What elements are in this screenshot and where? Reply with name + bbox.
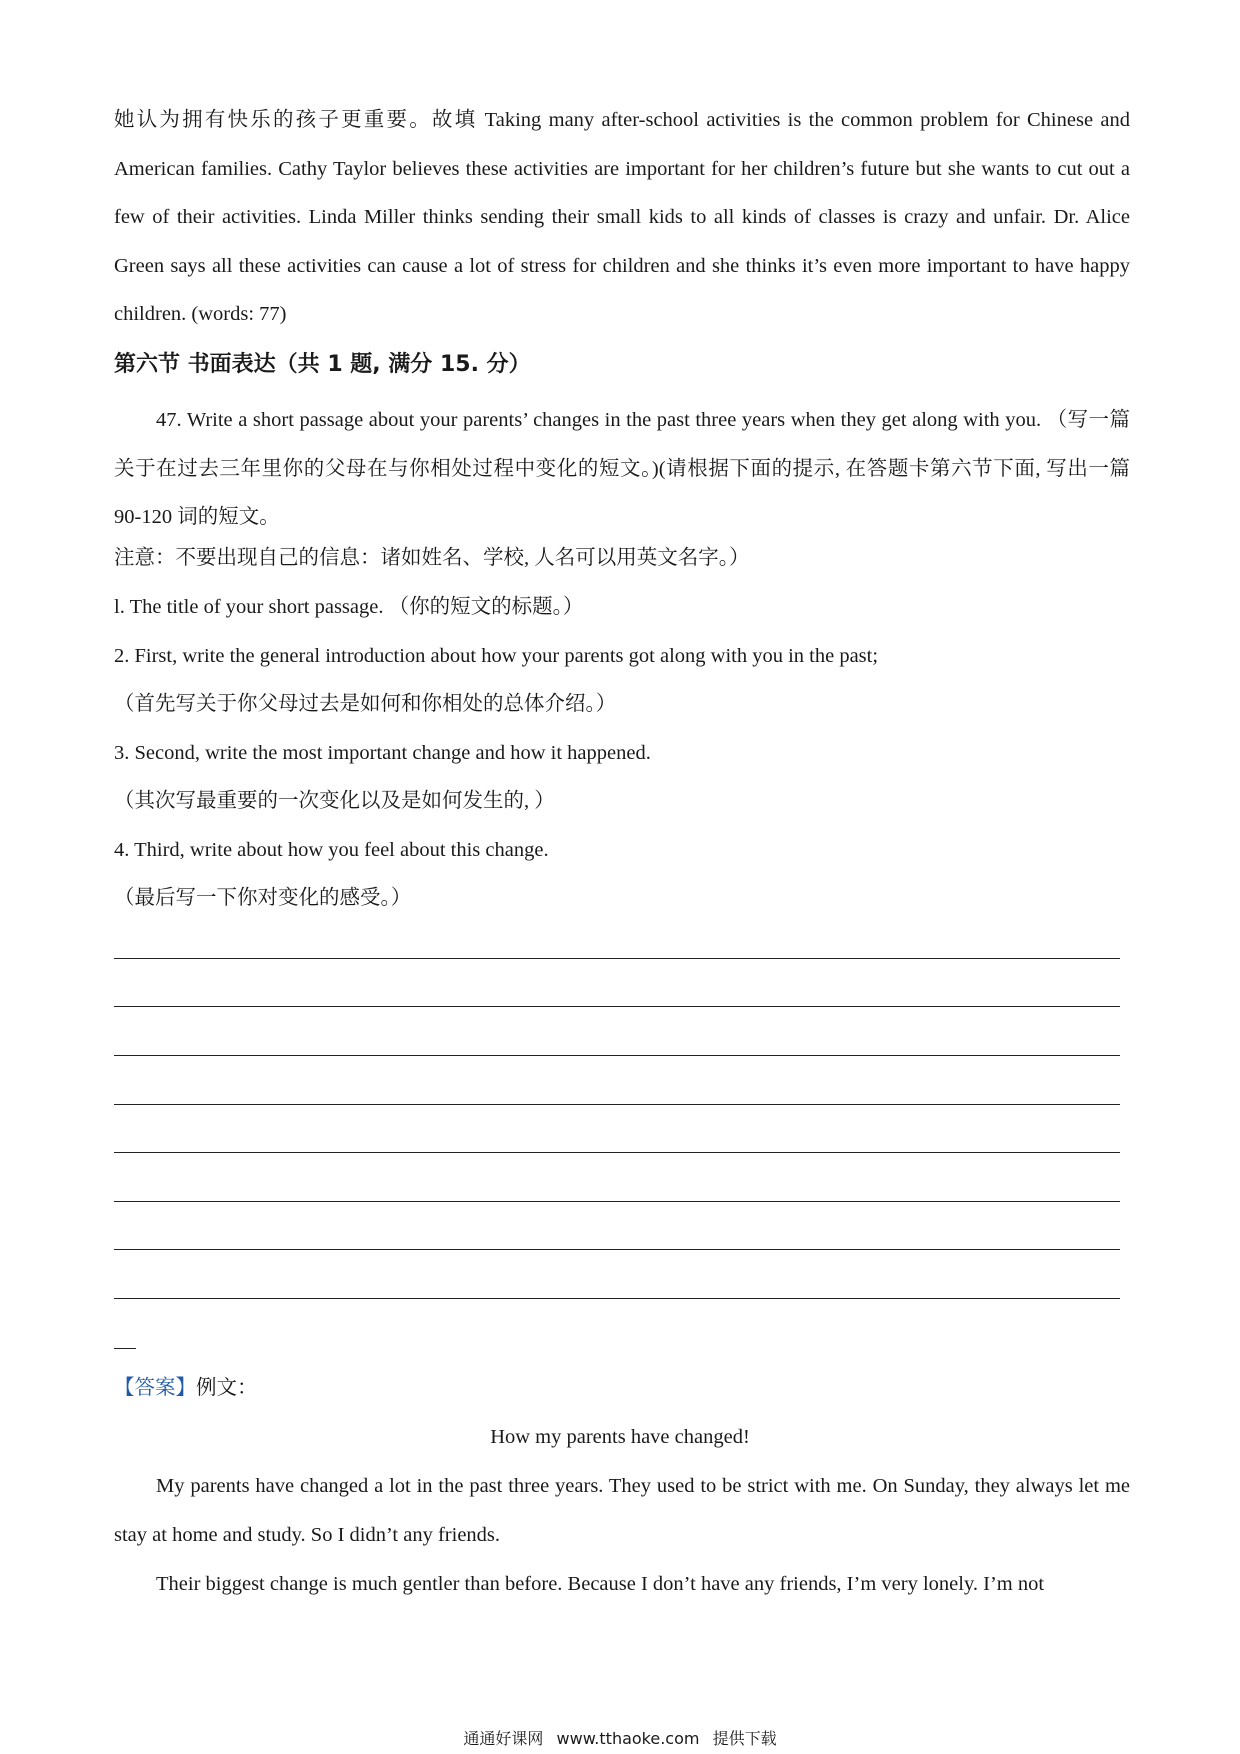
writing-line [114,1006,1120,1007]
writing-line [114,1249,1120,1250]
answer-label: 例文： [196,1377,258,1399]
writing-line [114,1104,1120,1105]
writing-line [114,1152,1120,1153]
hint-line: （最后写一下你对变化的感受。） [114,887,412,909]
answer-tag: 【答案】 [114,1377,196,1399]
footer-site-name: 通通好课网 [463,1729,544,1748]
question-note: 注意：不要出现自己的信息：诸如姓名、学校, 人名可以用英文名字。） [114,547,750,569]
essay-paragraph: Their biggest change is much gentler than before. Because I don’t have any friends, I’m very lonely. I’m not [156,1573,1045,1595]
summary-answer-paragraph: 她认为拥有快乐的孩子更重要。故填 Taking many after-school activities is the common problem for Chinese and American families. Cathy Taylor believes these activities are important for her children’s future but she wants to cut out a few of their activities. Linda Miller thinks sending their small kids to all kinds of classes is crazy and unfair. Dr. Alice Green says all these activities can cause a lot of stress for children and she thinks it’s even more important to have happy children. (words: 77) [114,109,1130,326]
hint-line: 3. Second, write the most important change and how it happened. [114,742,651,764]
hint-line: （其次写最重要的一次变化以及是如何发生的, ） [114,790,555,812]
hint-line: l. The title of your short passage. （你的短文的标题。） [114,596,584,618]
question-intro: 47. Write a short passage about your parents’ changes in the past three years when they get along with you. （写一篇关于在过去三年里你的父母在与你相处过程中变化的短文。)(请根据下面的提示, 在答题卡第六节下面, 写出一篇 90-120 词的短文。 [114,409,1130,529]
essay-title: How my parents have changed! [490,1426,750,1448]
writing-line [114,1201,1120,1202]
section-heading: 第六节 书面表达（共 1 题, 满分 15. 分） [114,352,531,377]
hint-line: 2. First, write the general introduction about how your parents got along with you in the past; [114,645,879,667]
short-dash [114,1348,136,1349]
writing-line [114,958,1120,959]
hint-line: 4. Third, write about how you feel about this change. [114,839,549,861]
footer-url[interactable]: www.tthaoke.com [556,1729,700,1748]
hint-line: （首先写关于你父母过去是如何和你相处的总体介绍。） [114,693,617,715]
footer-suffix: 提供下载 [712,1729,777,1748]
writing-line [114,1298,1120,1299]
page-footer [0,1728,1240,1750]
answer-header [114,1373,258,1403]
essay-paragraph: My parents have changed a lot in the past three years. They used to be strict with me. On Sunday, they always let me stay at home and study. So I didn’t any friends. [114,1475,1130,1546]
writing-line [114,1055,1120,1056]
